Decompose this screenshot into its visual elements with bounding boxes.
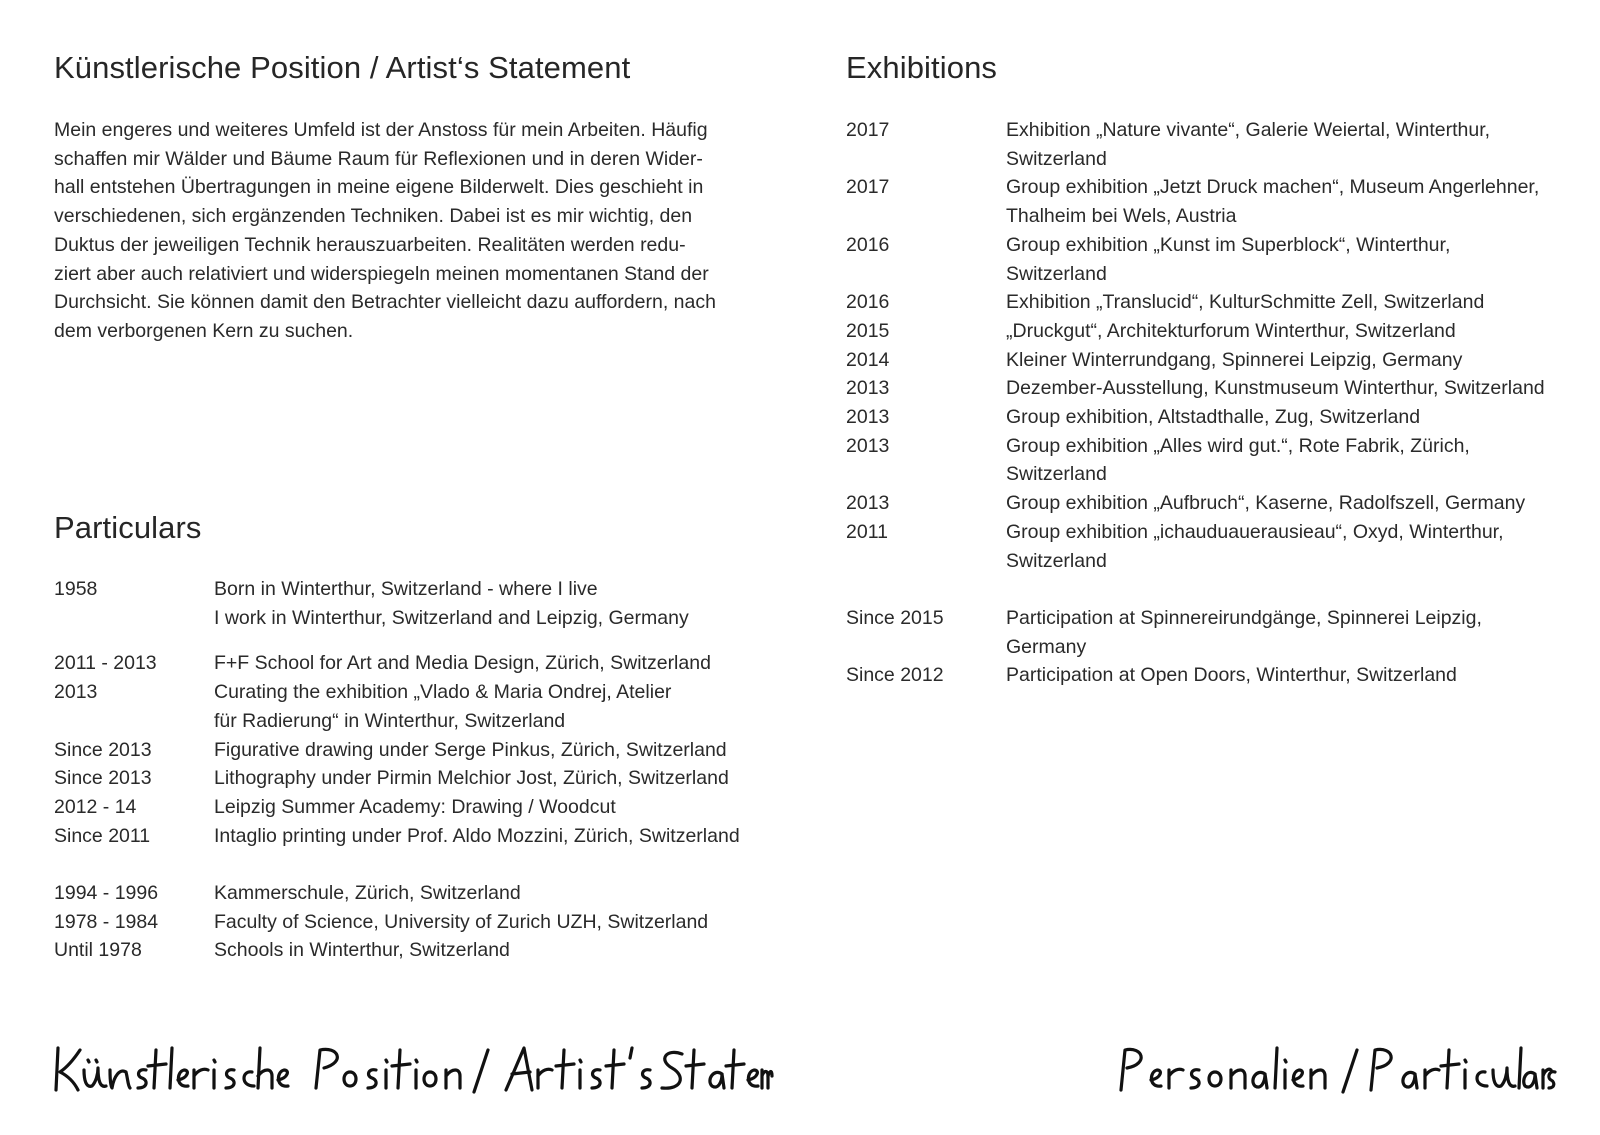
particulars-entry <box>54 879 774 908</box>
entry-line: Group exhibition „Alles wird gut.“, Rote Fabrik, Zürich, <box>1006 434 1470 457</box>
entry-description <box>214 822 774 851</box>
entry-year: 2017 <box>846 176 890 199</box>
exhibition-entry <box>846 317 1566 346</box>
exhibitions-heading: Exhibitions <box>846 50 998 85</box>
entry-year: 2013 <box>846 406 890 429</box>
entry-line: Thalheim bei Wels, Austria <box>1006 205 1237 228</box>
entry-year: 2013 <box>846 377 890 400</box>
entry-year: 1958 <box>54 578 98 600</box>
statement-line: schaffen mir Wälder und Bäume Raum für Reflexionen und in deren Wider- <box>54 147 703 170</box>
entry-line: Lithography under Pirmin Melchior Jost, Zürich, Switzerland <box>214 767 729 790</box>
spacer <box>54 850 774 879</box>
statement-paragraph <box>54 116 774 346</box>
particulars-entry <box>54 822 774 851</box>
entry-line: Group exhibition „Jetzt Druck machen“, Museum Angerlehner, <box>1006 176 1540 199</box>
particulars-list <box>54 575 774 965</box>
particulars-heading: Particulars <box>54 510 202 545</box>
entry-description <box>214 793 774 822</box>
entry-year: 1978 - 1984 <box>54 910 159 933</box>
exhibition-entry <box>846 489 1566 518</box>
entry-description <box>214 736 774 765</box>
entry-year: 2011 - 2013 <box>54 652 157 675</box>
entry-line: Group exhibition „Kunst im Superblock“, Winterthur, <box>1006 233 1451 256</box>
statement-line: ziert aber auch relativiert und widerspiegeln meinen momentanen Stand der <box>54 262 709 285</box>
entry-line: Figurative drawing under Serge Pinkus, Zürich, Switzerland <box>214 738 727 761</box>
entry-year: Since 2013 <box>54 767 152 790</box>
entry-year: 2016 <box>846 233 890 256</box>
exhibition-entry <box>846 116 1566 173</box>
entry-line: Germany <box>1006 635 1087 658</box>
statement-line: Duktus der jeweiligen Technik herauszuarbeiten. Realitäten werden redu- <box>54 233 686 256</box>
handwriting-drawing <box>54 1040 774 1100</box>
spacer <box>54 632 774 649</box>
entry-line: I work in Winterthur, Switzerland and Leipzig, Germany <box>214 606 689 629</box>
entry-year: 2013 <box>846 434 890 457</box>
entry-line: Group exhibition „ichauduauerausieau“, Oxyd, Winterthur, <box>1006 520 1504 543</box>
exhibition-entry <box>846 661 1566 690</box>
entry-description <box>1006 346 1566 375</box>
statement-line: Mein engeres und weiteres Umfeld ist der Anstoss für mein Arbeiten. Häufig <box>54 119 708 141</box>
particulars-entry <box>54 736 774 765</box>
entry-description <box>1006 604 1566 661</box>
entry-description <box>1006 518 1566 575</box>
entry-year: 1994 - 1996 <box>54 882 159 905</box>
exhibition-entry <box>846 231 1566 288</box>
entry-year: 2013 <box>846 492 890 515</box>
exhibitions-list <box>846 116 1566 690</box>
entry-line: Kammerschule, Zürich, Switzerland <box>214 882 521 905</box>
entry-line: Switzerland <box>1006 147 1107 170</box>
entry-year: Since 2011 <box>54 824 151 847</box>
entry-line: Faculty of Science, University of Zurich UZH, Switzerland <box>214 910 709 933</box>
entry-description <box>1006 288 1566 317</box>
entry-line: F+F School for Art and Media Design, Zürich, Switzerland <box>214 652 711 675</box>
entry-year: Since 2015 <box>846 606 944 629</box>
handwritten-signature-particulars <box>1117 1040 1557 1100</box>
particulars-entry <box>54 678 774 735</box>
exhibition-entry <box>846 173 1566 230</box>
statement-line: verschiedenen, sich ergänzenden Techniken. Dabei ist es mir wichtig, den <box>54 205 693 228</box>
statement-line: Durchsicht. Sie können damit den Betrachter vielleicht dazu auffordern, nach <box>54 291 716 314</box>
entry-description <box>214 936 774 965</box>
entry-description <box>214 764 774 793</box>
entry-line: Switzerland <box>1006 262 1107 285</box>
particulars-entry <box>54 936 774 965</box>
particulars-entry <box>54 908 774 937</box>
entry-line: Schools in Winterthur, Switzerland <box>214 939 510 962</box>
exhibition-entry <box>846 346 1566 375</box>
particulars-entry <box>54 575 774 632</box>
entry-line: Participation at Spinnereirundgänge, Spinnerei Leipzig, <box>1006 606 1482 629</box>
exhibition-entry <box>846 604 1566 661</box>
entry-year: 2013 <box>54 681 98 704</box>
handwritten-signature-statement <box>54 1040 774 1100</box>
spacer <box>846 575 1566 604</box>
entry-line: Born in Winterthur, Switzerland - where I live <box>214 578 598 600</box>
entry-line: Group exhibition, Altstadthalle, Zug, Switzerland <box>1006 406 1421 429</box>
entry-line: Switzerland <box>1006 463 1107 486</box>
particulars-entry <box>54 764 774 793</box>
entry-line: Kleiner Winterrundgang, Spinnerei Leipzig, Germany <box>1006 348 1463 371</box>
entry-line: Participation at Open Doors, Winterthur, Switzerland <box>1006 664 1457 687</box>
entry-year: Until 1978 <box>54 939 142 962</box>
entry-line: Leipzig Summer Academy: Drawing / Woodcut <box>214 795 616 818</box>
entry-description <box>1006 317 1566 346</box>
entry-line: Dezember-Ausstellung, Kunstmuseum Winterthur, Switzerland <box>1006 377 1545 400</box>
entry-line: Switzerland <box>1006 549 1107 572</box>
exhibition-entry <box>846 518 1566 575</box>
entry-year: 2017 <box>846 119 890 141</box>
entry-description <box>214 678 774 735</box>
exhibition-entry <box>846 288 1566 317</box>
entry-description <box>1006 231 1566 288</box>
entry-description <box>214 649 774 678</box>
entry-description <box>1006 173 1566 230</box>
entry-year: 2015 <box>846 319 890 342</box>
entry-description <box>1006 116 1566 173</box>
exhibition-entry <box>846 374 1566 403</box>
entry-year: Since 2012 <box>846 664 944 687</box>
particulars-entry <box>54 793 774 822</box>
exhibition-entry <box>846 403 1566 432</box>
entry-description <box>1006 661 1566 690</box>
entry-description <box>1006 403 1566 432</box>
entry-line: Intaglio printing under Prof. Aldo Mozzini, Zürich, Switzerland <box>214 824 740 847</box>
entry-line: Exhibition „Nature vivante“, Galerie Weiertal, Winterthur, <box>1006 119 1491 141</box>
statement-line: dem verborgenen Kern zu suchen. <box>54 319 354 342</box>
entry-description <box>214 879 774 908</box>
entry-line: Exhibition „Translucid“, KulturSchmitte Zell, Switzerland <box>1006 291 1485 314</box>
statement-line: hall entstehen Übertragungen in meine eigene Bilderwelt. Dies geschieht in <box>54 176 704 199</box>
entry-description <box>214 575 774 632</box>
entry-line: Group exhibition „Aufbruch“, Kaserne, Radolfszell, Germany <box>1006 492 1526 515</box>
entry-year: 2014 <box>846 348 890 371</box>
entry-year: 2016 <box>846 291 890 314</box>
entry-year: 2011 <box>846 520 888 543</box>
entry-description <box>1006 432 1566 489</box>
entry-year: 2012 - 14 <box>54 795 137 818</box>
statement-heading: Künstlerische Position / Artist‘s Statement <box>54 50 631 85</box>
exhibition-entry <box>846 432 1566 489</box>
entry-line: für Radierung“ in Winterthur, Switzerland <box>214 709 566 732</box>
entry-line: Curating the exhibition „Vlado & Maria Ondrej, Atelier <box>214 681 672 704</box>
entry-description <box>1006 374 1566 403</box>
entry-description <box>1006 489 1566 518</box>
handwriting-drawing <box>1117 1040 1557 1100</box>
entry-description <box>214 908 774 937</box>
entry-line: „Druckgut“, Architekturforum Winterthur, Switzerland <box>1006 319 1456 342</box>
particulars-entry <box>54 649 774 678</box>
entry-year: Since 2013 <box>54 738 152 761</box>
